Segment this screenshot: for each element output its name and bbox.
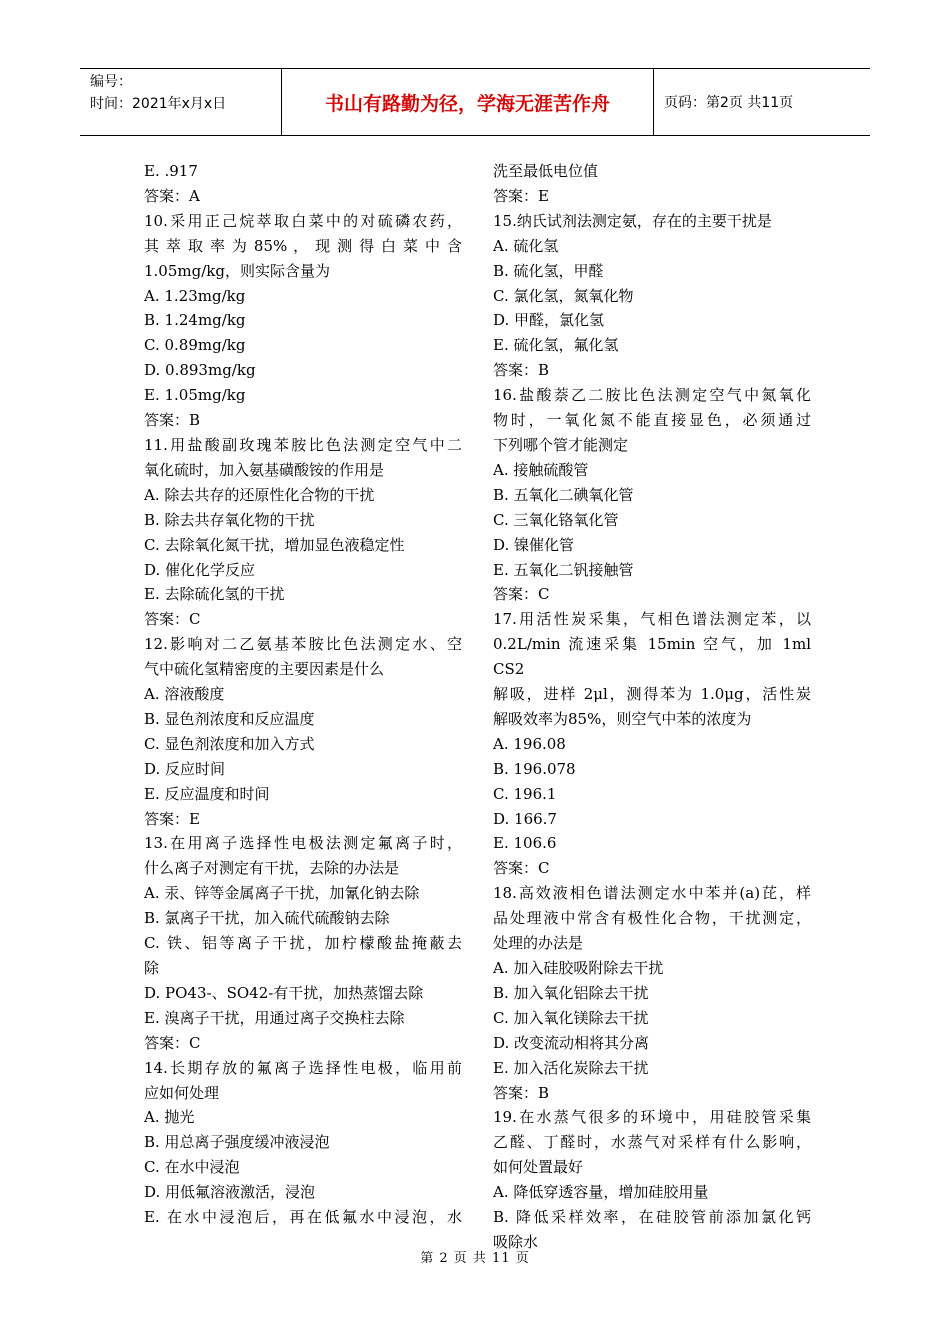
page-footer: 第 2 页 共 11 页 bbox=[420, 1251, 530, 1266]
text-line: C. 加入氧化镁除去干扰 bbox=[493, 1008, 649, 1027]
text-line: C. 去除氧化氮干扰，增加显色液稳定性 bbox=[144, 535, 405, 554]
text-line: 氧化硫时，加入氨基磺酸铵的作用是 bbox=[144, 460, 385, 479]
text-line: D. 镍催化管 bbox=[493, 535, 575, 554]
text-line: 乙醛、丁醛时，水蒸气对采样有什么影响， bbox=[493, 1133, 811, 1152]
text-line: 18.高效液相色谱法测定水中苯并(a)芘，样 bbox=[493, 884, 811, 903]
text-line: E. 五氧化二钒接触管 bbox=[493, 560, 634, 579]
text-line: 答案：A bbox=[144, 186, 200, 205]
text-line: D. 0.893mg/kg bbox=[144, 361, 256, 380]
text-line: E. 去除硫化氢的干扰 bbox=[144, 585, 285, 604]
text-line: 17.用活性炭采集，气相色谱法测定苯，以 bbox=[493, 610, 811, 629]
text-line: 11.用盐酸副玫瑰苯胺比色法测定空气中二 bbox=[144, 435, 462, 454]
text-line: B. 五氧化二碘氧化管 bbox=[493, 485, 634, 504]
text-line: C. 铁、铝等离子干扰，加柠檬酸盐掩蔽去 bbox=[144, 934, 462, 953]
text-line: 14.长期存放的氟离子选择性电极，临用前 bbox=[144, 1058, 462, 1077]
text-line: 答案：C bbox=[144, 610, 201, 629]
document-number-label: 编号： bbox=[90, 74, 132, 90]
text-line: 答案：B bbox=[493, 361, 550, 380]
text-line: E. 在水中浸泡后，再在低氟水中浸泡，水 bbox=[144, 1208, 462, 1227]
text-line: A. 除去共存的还原性化合物的干扰 bbox=[144, 485, 375, 504]
text-line: 答案：E bbox=[493, 186, 549, 205]
text-line: B. 硫化氢，甲醛 bbox=[493, 261, 604, 280]
text-line: 16.盐酸萘乙二胺比色法测定空气中氮氧化 bbox=[493, 386, 811, 405]
text-line: B. 降低采样效率，在硅胶管前添加氯化钙 bbox=[493, 1208, 811, 1227]
text-line: E. .917 bbox=[144, 162, 198, 180]
text-line: A. 溶液酸度 bbox=[144, 685, 225, 704]
text-line: A. 加入硅胶吸附除去干扰 bbox=[493, 959, 664, 977]
text-line: C. 氯化氢，氮氧化物 bbox=[493, 286, 634, 305]
left-text-column bbox=[144, 159, 462, 1230]
text-line: E. 溴离子干扰，用通过离子交换柱去除 bbox=[144, 1008, 405, 1027]
text-line: E. 1.05mg/kg bbox=[144, 386, 246, 405]
text-line: 物时，一氧化氮不能直接显色，必须通过 bbox=[493, 411, 811, 430]
text-line: D. 166.7 bbox=[493, 809, 557, 828]
text-line: 答案：C bbox=[493, 859, 550, 878]
text-line: E. 硫化氢，氟化氢 bbox=[493, 336, 619, 355]
text-line: 答案：C bbox=[493, 585, 550, 604]
text-line: B. 用总离子强度缓冲液浸泡 bbox=[144, 1133, 330, 1152]
text-line: D. 甲醛，氯化氢 bbox=[493, 311, 605, 330]
text-line: 品处理液中常含有极性化合物，干扰测定， bbox=[493, 909, 811, 928]
text-line: A. 降低穿透容量，增加硅胶用量 bbox=[493, 1183, 709, 1202]
text-line: D. 反应时间 bbox=[144, 759, 226, 778]
text-line: 除 bbox=[144, 959, 160, 977]
text-line: D. 催化化学反应 bbox=[144, 560, 256, 579]
text-line: 1.05mg/kg，则实际含量为 bbox=[144, 261, 330, 280]
text-line: 洗至最低电位值 bbox=[493, 162, 599, 180]
text-line: A. 196.08 bbox=[493, 734, 566, 753]
page-header bbox=[80, 68, 870, 136]
text-line: A. 汞、锌等金属离子干扰，加氰化钠去除 bbox=[144, 884, 420, 903]
text-line: 吸除水 bbox=[493, 1232, 539, 1251]
text-line: E. 加入活化炭除去干扰 bbox=[493, 1058, 649, 1077]
text-line: 什么离子对测定有干扰，去除的办法是 bbox=[144, 859, 400, 878]
text-line: 答案：B bbox=[493, 1083, 550, 1102]
text-line: A. 抛光 bbox=[144, 1108, 195, 1127]
text-line: 下列哪个管才能测定 bbox=[493, 435, 629, 454]
text-line: 解吸，进样 2μl，测得苯为 1.0μg，活性炭 bbox=[493, 685, 811, 704]
text-line: 气中硫化氢精密度的主要因素是什么 bbox=[144, 660, 385, 679]
text-line: A. 接触硫酸管 bbox=[493, 460, 589, 479]
text-line: C. 在水中浸泡 bbox=[144, 1158, 240, 1177]
text-line: C. 196.1 bbox=[493, 784, 557, 803]
text-line: C. 三氧化铬氧化管 bbox=[493, 510, 619, 529]
text-line: 解吸效率为85%，则空气中苯的浓度为 bbox=[493, 709, 752, 728]
header-page-number: 页码：第2页 共11页 bbox=[664, 95, 794, 111]
text-line: 15.纳氏试剂法测定氨，存在的主要干扰是 bbox=[493, 211, 772, 230]
text-line: 应如何处理 bbox=[144, 1083, 220, 1102]
text-line: D. 改变流动相将其分离 bbox=[493, 1033, 650, 1052]
text-line: 答案：C bbox=[144, 1033, 201, 1052]
text-line: B. 氯离子干扰，加入硫代硫酸钠去除 bbox=[144, 909, 390, 928]
text-line: A. 硫化氢 bbox=[493, 236, 559, 255]
header-motto: 书山有路勤为径，学海无涯苦作舟 bbox=[282, 69, 654, 135]
text-line: 其 萃 取 率 为 85% ， 现 测 得 白 菜 中 含 bbox=[144, 236, 462, 255]
text-line: 10.采用正己烷萃取白菜中的对硫磷农药， bbox=[144, 211, 462, 230]
text-line: 13.在用离子选择性电极法测定氟离子时， bbox=[144, 834, 462, 853]
text-line: B. 1.24mg/kg bbox=[144, 311, 246, 330]
document-time-label: 时间：2021年x月x日 bbox=[90, 96, 227, 112]
text-line: 答案：B bbox=[144, 411, 201, 430]
text-line: 19.在水蒸气很多的环境中，用硅胶管采集 bbox=[493, 1108, 811, 1127]
text-line: 处理的办法是 bbox=[493, 934, 584, 953]
text-line: C. 0.89mg/kg bbox=[144, 336, 246, 355]
text-line: C. 显色剂浓度和加入方式 bbox=[144, 734, 315, 753]
text-line: 答案：E bbox=[144, 809, 200, 828]
text-line: E. 106.6 bbox=[493, 834, 557, 853]
right-text-column bbox=[493, 159, 811, 1255]
text-line: D. 用低氟溶液激活，浸泡 bbox=[144, 1183, 316, 1202]
text-line: B. 显色剂浓度和反应温度 bbox=[144, 709, 315, 728]
text-line: 0.2L/min 流速采集 15min 空气，加 1ml CS2 bbox=[493, 635, 811, 679]
text-line: B. 196.078 bbox=[493, 759, 576, 778]
text-line: B. 除去共存氧化物的干扰 bbox=[144, 510, 315, 529]
text-line: A. 1.23mg/kg bbox=[144, 286, 246, 305]
text-line: D. PO43-、SO42-有干扰，加热蒸馏去除 bbox=[144, 983, 424, 1002]
text-line: 12.影响对二乙氨基苯胺比色法测定水、空 bbox=[144, 635, 462, 654]
text-line: B. 加入氧化铝除去干扰 bbox=[493, 983, 649, 1002]
header-meta bbox=[80, 69, 282, 135]
text-line: E. 反应温度和时间 bbox=[144, 784, 270, 803]
text-line: 如何处置最好 bbox=[493, 1158, 584, 1177]
